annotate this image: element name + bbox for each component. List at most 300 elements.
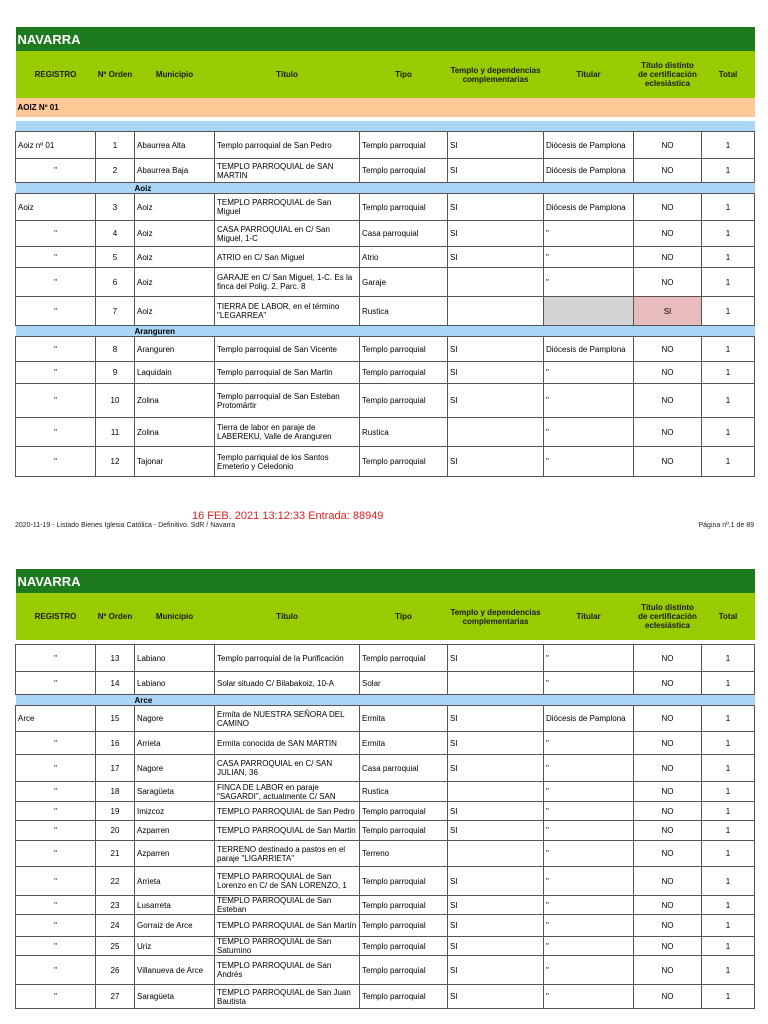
cell-municipio: Aoiz	[135, 247, 215, 268]
cell-titulo: Tierra de labor en paraje de LABEREKU, Valle de Aranguren	[215, 418, 360, 447]
header-orden: Nº Orden	[96, 593, 135, 640]
cell-registro: "	[16, 362, 96, 384]
cell-titulo: Ermita de NUESTRA SEÑORA DEL CAMINO	[215, 706, 360, 732]
cell-orden: 22	[96, 867, 135, 896]
property-table-page-1	[15, 27, 755, 477]
cell-registro: "	[16, 268, 96, 297]
table-row	[16, 802, 755, 821]
cell-titulo-distinto: NO	[634, 645, 702, 672]
cell-tipo: Templo parroquial	[360, 956, 448, 985]
header-municipio: Municipio	[135, 51, 215, 98]
cell-tipo: Terreno	[360, 841, 448, 867]
municipality-band-label: Arce	[135, 695, 755, 706]
footer-page-number: Página nº.1 de 89	[698, 522, 754, 529]
cell-municipio: Saragüeta	[135, 782, 215, 802]
cell-templo: SI	[448, 384, 544, 418]
cell-municipio: Saragüeta	[135, 985, 215, 1009]
cell-titulo: TEMPLO PARROQUIAL de San Martin	[215, 821, 360, 841]
cell-tipo: Templo parroquial	[360, 821, 448, 841]
header-registro: REGISTRO	[16, 593, 96, 640]
cell-tipo: Casa parroquial	[360, 221, 448, 247]
cell-total: 1	[702, 159, 755, 183]
cell-total: 1	[702, 645, 755, 672]
page-1	[15, 27, 754, 477]
cell-titular: "	[544, 802, 634, 821]
table-row	[16, 337, 755, 362]
cell-tipo: Ermita	[360, 706, 448, 732]
cell-registro: "	[16, 821, 96, 841]
cell-titulo: TEMPLO PARROQUIAL de San Saturnino	[215, 937, 360, 956]
cell-total: 1	[702, 384, 755, 418]
table-row	[16, 841, 755, 867]
cell-titulo: TEMPLO PARROQUIAL de San Lorenzo en C/ de SAN LORENZO, 1	[215, 867, 360, 896]
cell-tipo: Rustica	[360, 782, 448, 802]
table-row	[16, 672, 755, 695]
cell-titular: "	[544, 418, 634, 447]
cell-registro: Arce	[16, 706, 96, 732]
table-row	[16, 732, 755, 755]
cell-tipo: Atrio	[360, 247, 448, 268]
cell-municipio: Azparren	[135, 841, 215, 867]
municipality-band-label: Aoiz	[135, 183, 755, 194]
cell-orden: 16	[96, 732, 135, 755]
cell-titulo-distinto: NO	[634, 732, 702, 755]
page-footer	[15, 508, 754, 532]
cell-templo	[448, 297, 544, 326]
cell-orden: 20	[96, 821, 135, 841]
cell-templo	[448, 672, 544, 695]
table-row	[16, 985, 755, 1009]
header-titulo: Título	[215, 593, 360, 640]
cell-templo: SI	[448, 447, 544, 477]
cell-registro: "	[16, 337, 96, 362]
table-row	[16, 447, 755, 477]
cell-titulo-distinto: NO	[634, 985, 702, 1009]
cell-registro: "	[16, 841, 96, 867]
cell-templo: SI	[448, 247, 544, 268]
cell-titulo-distinto: NO	[634, 418, 702, 447]
cell-titulo: TEMPLO PARROQUIAL de San Pedro	[215, 802, 360, 821]
cell-titulo-distinto: NO	[634, 956, 702, 985]
cell-registro: "	[16, 782, 96, 802]
cell-total: 1	[702, 337, 755, 362]
cell-registro: "	[16, 447, 96, 477]
table-row	[16, 782, 755, 802]
cell-titulo: TEMPLO PARROQUIAL de San Miguel	[215, 194, 360, 221]
municipality-band-label: Aranguren	[135, 326, 755, 337]
cell-titulo: GARAJE en C/ San Miguel, 1-C. Es la finca del Polig. 2, Parc. 8	[215, 268, 360, 297]
table-row	[16, 418, 755, 447]
table-row	[16, 645, 755, 672]
header-titulo-distinto: Título distinto de certificación eclesiástica	[634, 593, 702, 640]
cell-orden: 6	[96, 268, 135, 297]
cell-titulo-distinto: NO	[634, 221, 702, 247]
cell-tipo: Templo parroquial	[360, 384, 448, 418]
cell-titulo-distinto: NO	[634, 447, 702, 477]
cell-titulo-distinto: NO	[634, 841, 702, 867]
cell-registro: "	[16, 672, 96, 695]
table-row	[16, 194, 755, 221]
section-title: AOIZ Nº 01	[16, 98, 755, 117]
cell-titular: Diócesis de Pamplona	[544, 132, 634, 159]
cell-templo	[448, 418, 544, 447]
municipality-band	[16, 326, 755, 337]
cell-orden: 10	[96, 384, 135, 418]
cell-total: 1	[702, 297, 755, 326]
cell-tipo: Templo parroquial	[360, 447, 448, 477]
header-tipo: Tipo	[360, 51, 448, 98]
cell-templo: SI	[448, 194, 544, 221]
cell-titulo: CASA PARROQUIAL en C/ San Miguel, 1-C	[215, 221, 360, 247]
cell-registro: Aoiz	[16, 194, 96, 221]
cell-registro: "	[16, 755, 96, 782]
cell-orden: 9	[96, 362, 135, 384]
cell-titular: Diócesis de Pamplona	[544, 706, 634, 732]
cell-templo	[448, 268, 544, 297]
cell-municipio: Aoiz	[135, 297, 215, 326]
cell-tipo: Templo parroquial	[360, 362, 448, 384]
header-orden: Nº Orden	[96, 51, 135, 98]
cell-total: 1	[702, 732, 755, 755]
cell-orden: 4	[96, 221, 135, 247]
cell-registro: "	[16, 159, 96, 183]
cell-orden: 17	[96, 755, 135, 782]
region-title-bar	[16, 27, 755, 51]
cell-total: 1	[702, 247, 755, 268]
section-band	[16, 98, 755, 117]
cell-titulo-distinto: NO	[634, 337, 702, 362]
table-row	[16, 268, 755, 297]
cell-orden: 18	[96, 782, 135, 802]
cell-tipo: Templo parroquial	[360, 915, 448, 937]
cell-titular: "	[544, 956, 634, 985]
cell-titulo-distinto: NO	[634, 268, 702, 297]
table-row	[16, 221, 755, 247]
header-titulo: Título	[215, 51, 360, 98]
cell-titular: "	[544, 221, 634, 247]
cell-templo: SI	[448, 645, 544, 672]
municipality-band	[16, 183, 755, 194]
cell-titulo-distinto: NO	[634, 782, 702, 802]
cell-total: 1	[702, 821, 755, 841]
cell-titulo: Solar situado C/ Bilabakoiz, 10-A	[215, 672, 360, 695]
cell-titular: "	[544, 841, 634, 867]
cell-orden: 15	[96, 706, 135, 732]
cell-templo: SI	[448, 132, 544, 159]
cell-templo	[448, 782, 544, 802]
cell-orden: 14	[96, 672, 135, 695]
cell-municipio: Aranguren	[135, 337, 215, 362]
cell-titulo-distinto: NO	[634, 159, 702, 183]
cell-tipo: Templo parroquial	[360, 985, 448, 1009]
cell-registro: "	[16, 247, 96, 268]
cell-orden: 5	[96, 247, 135, 268]
cell-templo: SI	[448, 337, 544, 362]
cell-titular: Diócesis de Pamplona	[544, 337, 634, 362]
cell-municipio: Gorraiz de Arce	[135, 915, 215, 937]
cell-municipio: Labiano	[135, 645, 215, 672]
cell-municipio: Labiano	[135, 672, 215, 695]
registry-stamp: 16 FEB. 2021 13:12:33 Entrada: 88949	[192, 510, 384, 522]
cell-municipio: Aoiz	[135, 268, 215, 297]
cell-orden: 24	[96, 915, 135, 937]
cell-municipio: Arrieta	[135, 732, 215, 755]
cell-total: 1	[702, 706, 755, 732]
cell-total: 1	[702, 956, 755, 985]
cell-titulo-distinto: NO	[634, 194, 702, 221]
cell-municipio: Aoiz	[135, 221, 215, 247]
cell-orden: 11	[96, 418, 135, 447]
cell-tipo: Templo parroquial	[360, 937, 448, 956]
cell-titular: "	[544, 384, 634, 418]
cell-registro: "	[16, 645, 96, 672]
table-row	[16, 384, 755, 418]
cell-total: 1	[702, 937, 755, 956]
cell-titulo: Templo parroquial de San Pedro	[215, 132, 360, 159]
table-header	[16, 593, 755, 640]
cell-titulo-distinto: NO	[634, 896, 702, 915]
cell-titulo-distinto: NO	[634, 706, 702, 732]
cell-titulo-distinto: NO	[634, 672, 702, 695]
cell-orden: 7	[96, 297, 135, 326]
header-registro: REGISTRO	[16, 51, 96, 98]
cell-templo: SI	[448, 732, 544, 755]
cell-orden: 21	[96, 841, 135, 867]
cell-templo: SI	[448, 221, 544, 247]
cell-registro: "	[16, 221, 96, 247]
table-row	[16, 247, 755, 268]
cell-titular: "	[544, 362, 634, 384]
header-titular: Titular	[544, 51, 634, 98]
cell-tipo: Templo parroquial	[360, 645, 448, 672]
cell-registro: "	[16, 418, 96, 447]
cell-total: 1	[702, 268, 755, 297]
cell-orden: 2	[96, 159, 135, 183]
cell-templo: SI	[448, 362, 544, 384]
cell-orden: 23	[96, 896, 135, 915]
header-total: Total	[702, 593, 755, 640]
cell-registro: "	[16, 985, 96, 1009]
cell-titulo: Ermita conocida de SAN MARTIN	[215, 732, 360, 755]
cell-titulo-distinto: NO	[634, 937, 702, 956]
cell-total: 1	[702, 362, 755, 384]
cell-total: 1	[702, 194, 755, 221]
cell-total: 1	[702, 841, 755, 867]
cell-titular: Diócesis de Pamplona	[544, 194, 634, 221]
cell-total: 1	[702, 867, 755, 896]
cell-titulo: TERRENO destinado a pastos en el paraje "LIGARRIETA"	[215, 841, 360, 867]
cell-titulo-distinto: NO	[634, 802, 702, 821]
cell-titular: "	[544, 867, 634, 896]
table-row	[16, 867, 755, 896]
cell-templo: SI	[448, 867, 544, 896]
table-row	[16, 706, 755, 732]
cell-templo: SI	[448, 706, 544, 732]
cell-titulo: TEMPLO PARROQUIAL de San Andrés	[215, 956, 360, 985]
cell-titular: "	[544, 755, 634, 782]
cell-tipo: Templo parroquial	[360, 194, 448, 221]
cell-registro: "	[16, 915, 96, 937]
cell-titulo-distinto: NO	[634, 384, 702, 418]
table-row	[16, 937, 755, 956]
cell-titulo-distinto: NO	[634, 915, 702, 937]
cell-registro: "	[16, 956, 96, 985]
cell-municipio: Aoiz	[135, 194, 215, 221]
cell-tipo: Templo parroquial	[360, 867, 448, 896]
header-templo: Templo y dependencias complementarias	[448, 51, 544, 98]
table-header	[16, 51, 755, 98]
cell-registro: "	[16, 896, 96, 915]
cell-titulo: TEMPLO PARROQUIAL de San Esteban	[215, 896, 360, 915]
cell-titular: "	[544, 732, 634, 755]
cell-tipo: Rustica	[360, 297, 448, 326]
cell-titular: "	[544, 782, 634, 802]
cell-titulo-distinto: NO	[634, 247, 702, 268]
cell-registro: "	[16, 732, 96, 755]
cell-municipio: Nagore	[135, 706, 215, 732]
cell-registro: "	[16, 297, 96, 326]
header-municipio: Municipio	[135, 593, 215, 640]
cell-titular: "	[544, 447, 634, 477]
cell-titulo-distinto: SI	[634, 297, 702, 326]
header-titulo-distinto: Título distinto de certificación eclesiástica	[634, 51, 702, 98]
cell-titular: "	[544, 915, 634, 937]
cell-titulo: Templo parroquial de San Martin	[215, 362, 360, 384]
cell-orden: 12	[96, 447, 135, 477]
cell-templo: SI	[448, 159, 544, 183]
region-title: NAVARRA	[16, 569, 755, 593]
cell-registro: "	[16, 802, 96, 821]
cell-templo: SI	[448, 915, 544, 937]
cell-templo: SI	[448, 755, 544, 782]
cell-titular	[544, 297, 634, 326]
page-2	[15, 569, 754, 1009]
header-total: Total	[702, 51, 755, 98]
table-row	[16, 362, 755, 384]
cell-titular: "	[544, 821, 634, 841]
cell-registro: "	[16, 937, 96, 956]
cell-tipo: Templo parroquial	[360, 896, 448, 915]
cell-titulo: ATRIO en C/ San Miguel	[215, 247, 360, 268]
cell-municipio: Laquidain	[135, 362, 215, 384]
footer-document-title: 2020-11-19 - Listado Bienes Iglesia Católica - Definitivo. SdR / Navarra	[15, 522, 236, 529]
cell-municipio: Nagore	[135, 755, 215, 782]
cell-total: 1	[702, 896, 755, 915]
cell-total: 1	[702, 782, 755, 802]
cell-titular: "	[544, 937, 634, 956]
cell-titulo: TIERRA DE LABOR, en el término "LEGARREA"	[215, 297, 360, 326]
property-table-page-2	[15, 569, 755, 1009]
header-tipo: Tipo	[360, 593, 448, 640]
cell-titulo-distinto: NO	[634, 867, 702, 896]
cell-orden: 26	[96, 956, 135, 985]
cell-templo: SI	[448, 802, 544, 821]
cell-orden: 19	[96, 802, 135, 821]
cell-registro: "	[16, 867, 96, 896]
table-row	[16, 896, 755, 915]
cell-tipo: Templo parroquial	[360, 802, 448, 821]
cell-titular: "	[544, 268, 634, 297]
cell-municipio: Lusarreta	[135, 896, 215, 915]
table-row	[16, 915, 755, 937]
cell-tipo: Templo parroquial	[360, 159, 448, 183]
table-row	[16, 755, 755, 782]
region-title: NAVARRA	[16, 27, 755, 51]
cell-total: 1	[702, 221, 755, 247]
region-title-bar	[16, 569, 755, 593]
cell-tipo: Rustica	[360, 418, 448, 447]
cell-orden: 13	[96, 645, 135, 672]
cell-registro: Aoiz nº 01	[16, 132, 96, 159]
cell-templo: SI	[448, 956, 544, 985]
municipality-band	[16, 121, 755, 132]
cell-municipio: Tajonar	[135, 447, 215, 477]
cell-titulo: Templo parroquial de San Esteban Protomártir	[215, 384, 360, 418]
cell-total: 1	[702, 672, 755, 695]
header-titular: Titular	[544, 593, 634, 640]
cell-municipio: Uriz	[135, 937, 215, 956]
cell-total: 1	[702, 915, 755, 937]
cell-orden: 25	[96, 937, 135, 956]
municipality-band-label	[135, 121, 755, 132]
cell-titulo: CASA PARROQUIAL en C/ SAN JULIAN, 36	[215, 755, 360, 782]
cell-tipo: Garaje	[360, 268, 448, 297]
cell-registro: "	[16, 384, 96, 418]
cell-titular: "	[544, 247, 634, 268]
table-row	[16, 956, 755, 985]
cell-titulo-distinto: NO	[634, 755, 702, 782]
cell-municipio: Villanueva de Arce	[135, 956, 215, 985]
table-row	[16, 821, 755, 841]
cell-titular: "	[544, 896, 634, 915]
cell-municipio: Zolina	[135, 384, 215, 418]
cell-templo	[448, 841, 544, 867]
cell-tipo: Templo parroquial	[360, 337, 448, 362]
table-row	[16, 132, 755, 159]
cell-titular: "	[544, 985, 634, 1009]
cell-titulo: Templo parroquial de San Vicente	[215, 337, 360, 362]
cell-templo: SI	[448, 821, 544, 841]
cell-titular: Diócesis de Pamplona	[544, 159, 634, 183]
cell-municipio: Abaurrea Alta	[135, 132, 215, 159]
cell-titulo: TEMPLO PARROQUIAL de San Martín	[215, 915, 360, 937]
municipality-band	[16, 695, 755, 706]
cell-titulo-distinto: NO	[634, 132, 702, 159]
cell-orden: 1	[96, 132, 135, 159]
cell-total: 1	[702, 802, 755, 821]
cell-municipio: Imizcoz	[135, 802, 215, 821]
cell-municipio: Zolina	[135, 418, 215, 447]
cell-titulo: FINCA DE LABOR en paraje "SAGARDI", actualmente C/ SAN	[215, 782, 360, 802]
cell-titulo: Templo parroquial de la Purificación	[215, 645, 360, 672]
cell-orden: 3	[96, 194, 135, 221]
cell-templo: SI	[448, 937, 544, 956]
cell-templo: SI	[448, 985, 544, 1009]
cell-orden: 8	[96, 337, 135, 362]
cell-total: 1	[702, 985, 755, 1009]
cell-total: 1	[702, 132, 755, 159]
cell-titulo-distinto: NO	[634, 821, 702, 841]
cell-titular: "	[544, 645, 634, 672]
cell-tipo: Casa parroquial	[360, 755, 448, 782]
cell-titulo-distinto: NO	[634, 362, 702, 384]
cell-tipo: Solar	[360, 672, 448, 695]
table-row	[16, 159, 755, 183]
cell-total: 1	[702, 755, 755, 782]
cell-titulo: TEMPLO PARROQUIAL de San Juan Bautista	[215, 985, 360, 1009]
cell-municipio: Abaurrea Baja	[135, 159, 215, 183]
cell-titulo: TEMPLO PARROQUIAL de SAN MARTIN	[215, 159, 360, 183]
